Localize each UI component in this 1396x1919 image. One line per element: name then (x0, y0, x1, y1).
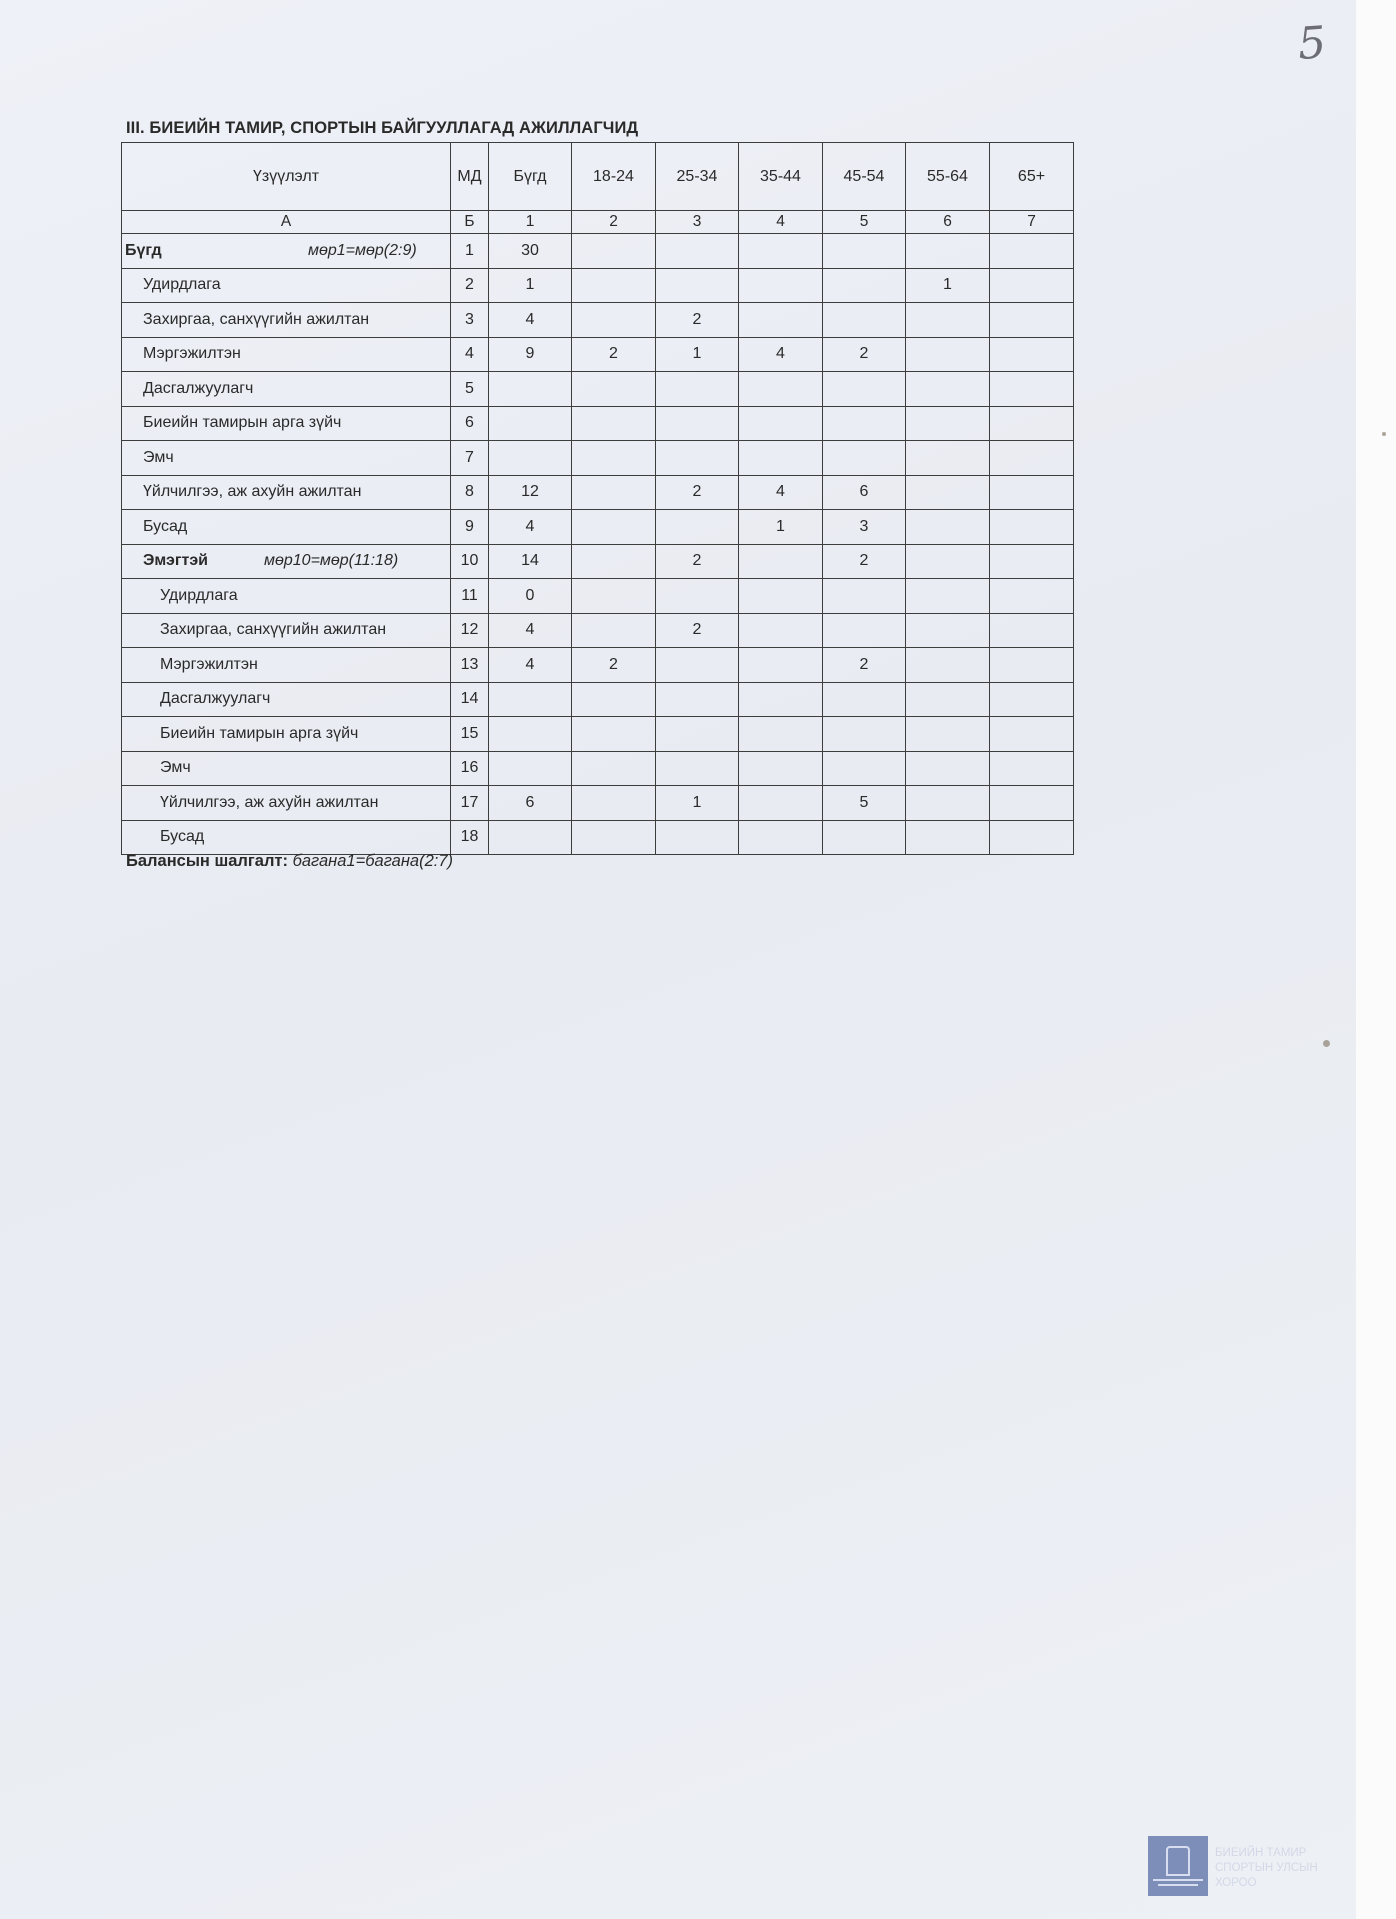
row-md: 9 (451, 510, 489, 545)
cell-25-34 (656, 579, 739, 614)
cell-35-44 (739, 751, 823, 786)
code-cell: А (122, 211, 451, 234)
row-md: 2 (451, 268, 489, 303)
cell-18-24 (572, 510, 656, 545)
cell-65-plus (990, 303, 1074, 338)
cell-55-64 (906, 717, 990, 752)
cell-25-34: 1 (656, 337, 739, 372)
row-md: 18 (451, 820, 489, 855)
code-cell: 7 (990, 211, 1074, 234)
cell-25-34 (656, 372, 739, 407)
row-total: 6 (489, 786, 572, 821)
column-code-row (122, 211, 1074, 234)
row-label: Мэргэжилтэн (122, 648, 451, 683)
cell-25-34 (656, 682, 739, 717)
cell-25-34 (656, 234, 739, 269)
cell-45-54 (823, 820, 906, 855)
row-label: Мэргэжилтэн (122, 337, 451, 372)
cell-65-plus (990, 717, 1074, 752)
cell-25-34: 2 (656, 303, 739, 338)
cell-45-54 (823, 234, 906, 269)
cell-55-64 (906, 751, 990, 786)
row-label: Үйлчилгээ, аж ахуйн ажилтан (122, 475, 451, 510)
row-total: 0 (489, 579, 572, 614)
row-md: 13 (451, 648, 489, 683)
cell-35-44: 4 (739, 337, 823, 372)
row-md: 5 (451, 372, 489, 407)
scan-speck (1323, 1040, 1330, 1047)
cell-18-24 (572, 613, 656, 648)
cell-35-44 (739, 544, 823, 579)
row-md: 10 (451, 544, 489, 579)
cell-25-34 (656, 406, 739, 441)
cell-35-44 (739, 406, 823, 441)
row-formula: мөр10=мөр(11:18) (264, 552, 399, 570)
cell-35-44 (739, 372, 823, 407)
cell-18-24 (572, 717, 656, 752)
cell-65-plus (990, 441, 1074, 476)
row-md: 4 (451, 337, 489, 372)
cell-55-64 (906, 820, 990, 855)
cell-45-54 (823, 303, 906, 338)
cell-35-44 (739, 682, 823, 717)
row-label: Удирдлага (122, 579, 451, 614)
cell-25-34 (656, 268, 739, 303)
code-cell: 6 (906, 211, 990, 234)
header-age-45-54: 45-54 (823, 143, 906, 211)
row-total: 4 (489, 303, 572, 338)
cell-45-54 (823, 579, 906, 614)
cell-65-plus (990, 682, 1074, 717)
table-row (122, 303, 1074, 338)
row-label: Дасгалжуулагч (122, 372, 451, 407)
row-total: 4 (489, 510, 572, 545)
cell-55-64 (906, 544, 990, 579)
table-row (122, 786, 1074, 821)
cell-55-64 (906, 406, 990, 441)
row-md: 11 (451, 579, 489, 614)
header-age-65-plus: 65+ (990, 143, 1074, 211)
code-cell: 5 (823, 211, 906, 234)
row-md: 3 (451, 303, 489, 338)
scan-margin (1356, 0, 1396, 1919)
row-total (489, 372, 572, 407)
cell-25-34: 2 (656, 544, 739, 579)
cell-45-54: 3 (823, 510, 906, 545)
cell-65-plus (990, 510, 1074, 545)
row-md: 15 (451, 717, 489, 752)
balance-formula: багана1=багана(2:7) (292, 852, 454, 870)
table-row (122, 717, 1074, 752)
code-cell: 1 (489, 211, 572, 234)
row-label: Удирдлага (122, 268, 451, 303)
row-md: 12 (451, 613, 489, 648)
code-cell: Б (451, 211, 489, 234)
cell-25-34: 2 (656, 613, 739, 648)
row-total: 30 (489, 234, 572, 269)
cell-45-54 (823, 682, 906, 717)
cell-25-34 (656, 820, 739, 855)
cell-35-44 (739, 579, 823, 614)
scan-speck (1382, 432, 1386, 436)
cell-45-54: 6 (823, 475, 906, 510)
cell-55-64 (906, 613, 990, 648)
cell-35-44 (739, 717, 823, 752)
cell-65-plus (990, 579, 1074, 614)
cell-55-64 (906, 475, 990, 510)
header-age-18-24: 18-24 (572, 143, 656, 211)
row-total: 14 (489, 544, 572, 579)
row-label: Биеийн тамирын арга зүйч (122, 717, 451, 752)
row-total (489, 441, 572, 476)
row-label (122, 234, 451, 269)
cell-25-34 (656, 648, 739, 683)
row-md: 14 (451, 682, 489, 717)
table-row (122, 510, 1074, 545)
page-number: 5 (1296, 17, 1328, 70)
cell-18-24 (572, 406, 656, 441)
cell-65-plus (990, 234, 1074, 269)
row-label: Дасгалжуулагч (122, 682, 451, 717)
cell-65-plus (990, 406, 1074, 441)
cell-35-44 (739, 268, 823, 303)
row-label-text: Бүгд (125, 241, 162, 259)
cell-18-24 (572, 372, 656, 407)
table-row (122, 613, 1074, 648)
row-label: Бусад (122, 820, 451, 855)
cell-18-24 (572, 268, 656, 303)
row-md: 16 (451, 751, 489, 786)
cell-25-34 (656, 510, 739, 545)
cell-45-54: 2 (823, 544, 906, 579)
header-age-35-44: 35-44 (739, 143, 823, 211)
row-total: 12 (489, 475, 572, 510)
balance-check (126, 852, 453, 871)
cell-45-54 (823, 751, 906, 786)
row-label: Бусад (122, 510, 451, 545)
code-cell: 4 (739, 211, 823, 234)
cell-45-54: 2 (823, 648, 906, 683)
row-md: 17 (451, 786, 489, 821)
header-age-55-64: 55-64 (906, 143, 990, 211)
cell-18-24 (572, 786, 656, 821)
cell-65-plus (990, 268, 1074, 303)
cell-65-plus (990, 648, 1074, 683)
cell-18-24 (572, 682, 656, 717)
cell-55-64 (906, 234, 990, 269)
header-age-25-34: 25-34 (656, 143, 739, 211)
cell-35-44 (739, 234, 823, 269)
cell-45-54 (823, 372, 906, 407)
cell-18-24 (572, 234, 656, 269)
cell-55-64 (906, 579, 990, 614)
cell-35-44 (739, 441, 823, 476)
cell-55-64 (906, 303, 990, 338)
cell-25-34: 1 (656, 786, 739, 821)
table-row (122, 406, 1074, 441)
cell-65-plus (990, 751, 1074, 786)
cell-35-44 (739, 786, 823, 821)
table-row (122, 475, 1074, 510)
cell-18-24: 2 (572, 337, 656, 372)
table-row (122, 648, 1074, 683)
balance-label: Балансын шалгалт: (126, 852, 288, 870)
row-label: Эмч (122, 751, 451, 786)
cell-55-64 (906, 786, 990, 821)
cell-55-64 (906, 441, 990, 476)
cell-35-44 (739, 303, 823, 338)
table-row (122, 268, 1074, 303)
cell-35-44: 4 (739, 475, 823, 510)
cell-18-24 (572, 579, 656, 614)
row-md: 8 (451, 475, 489, 510)
row-total (489, 406, 572, 441)
cell-65-plus (990, 337, 1074, 372)
code-cell: 3 (656, 211, 739, 234)
cell-18-24 (572, 303, 656, 338)
table-row (122, 579, 1074, 614)
cell-65-plus (990, 372, 1074, 407)
header-total: Бүгд (489, 143, 572, 211)
cell-25-34 (656, 717, 739, 752)
cell-55-64 (906, 337, 990, 372)
row-total: 9 (489, 337, 572, 372)
table-row (122, 441, 1074, 476)
header-md: МД (451, 143, 489, 211)
table-row (122, 337, 1074, 372)
row-total: 4 (489, 613, 572, 648)
row-label: Үйлчилгээ, аж ахуйн ажилтан (122, 786, 451, 821)
cell-45-54 (823, 717, 906, 752)
cell-55-64 (906, 648, 990, 683)
table-row (122, 372, 1074, 407)
cell-65-plus (990, 544, 1074, 579)
row-md: 7 (451, 441, 489, 476)
row-total: 4 (489, 648, 572, 683)
header-indicator: Үзүүлэлт (122, 143, 451, 211)
cell-18-24 (572, 441, 656, 476)
cell-65-plus (990, 475, 1074, 510)
cell-55-64: 1 (906, 268, 990, 303)
cell-25-34: 2 (656, 475, 739, 510)
cell-18-24 (572, 820, 656, 855)
cell-55-64 (906, 510, 990, 545)
cell-18-24 (572, 544, 656, 579)
table-row (122, 820, 1074, 855)
cell-18-24: 2 (572, 648, 656, 683)
table-row (122, 751, 1074, 786)
row-label-text: Эмэгтэй (143, 552, 209, 570)
row-label: Эмч (122, 441, 451, 476)
table-row (122, 544, 1074, 579)
cell-35-44 (739, 820, 823, 855)
cell-45-54 (823, 613, 906, 648)
cell-35-44 (739, 613, 823, 648)
row-total (489, 682, 572, 717)
cell-65-plus (990, 613, 1074, 648)
soyombo-emblem-icon (1148, 1836, 1208, 1896)
cell-65-plus (990, 820, 1074, 855)
section-title: III. БИЕИЙН ТАМИР, СПОРТЫН БАЙГУУЛЛАГАД АЖИЛЛАГЧИД (126, 119, 639, 137)
cell-55-64 (906, 372, 990, 407)
code-cell: 2 (572, 211, 656, 234)
cell-35-44 (739, 648, 823, 683)
cell-25-34 (656, 751, 739, 786)
cell-45-54: 2 (823, 337, 906, 372)
row-label: Захиргаа, санхүүгийн ажилтан (122, 303, 451, 338)
report-table (121, 142, 1074, 855)
row-total (489, 820, 572, 855)
table-row (122, 682, 1074, 717)
cell-45-54 (823, 441, 906, 476)
cell-18-24 (572, 751, 656, 786)
row-label (122, 544, 451, 579)
cell-18-24 (572, 475, 656, 510)
cell-65-plus (990, 786, 1074, 821)
row-md: 1 (451, 234, 489, 269)
cell-35-44: 1 (739, 510, 823, 545)
row-label: Биеийн тамирын арга зүйч (122, 406, 451, 441)
row-formula: мөр1=мөр(2:9) (308, 241, 417, 259)
cell-45-54 (823, 268, 906, 303)
table-row (122, 234, 1074, 269)
row-label: Захиргаа, санхүүгийн ажилтан (122, 613, 451, 648)
row-total: 1 (489, 268, 572, 303)
cell-45-54: 5 (823, 786, 906, 821)
row-total (489, 751, 572, 786)
cell-45-54 (823, 406, 906, 441)
cell-25-34 (656, 441, 739, 476)
cell-55-64 (906, 682, 990, 717)
header-row (122, 143, 1074, 211)
row-total (489, 717, 572, 752)
stamp-text: БИЕИЙН ТАМИР СПОРТЫН УЛСЫН ХОРОО (1215, 1847, 1318, 1889)
row-md: 6 (451, 406, 489, 441)
